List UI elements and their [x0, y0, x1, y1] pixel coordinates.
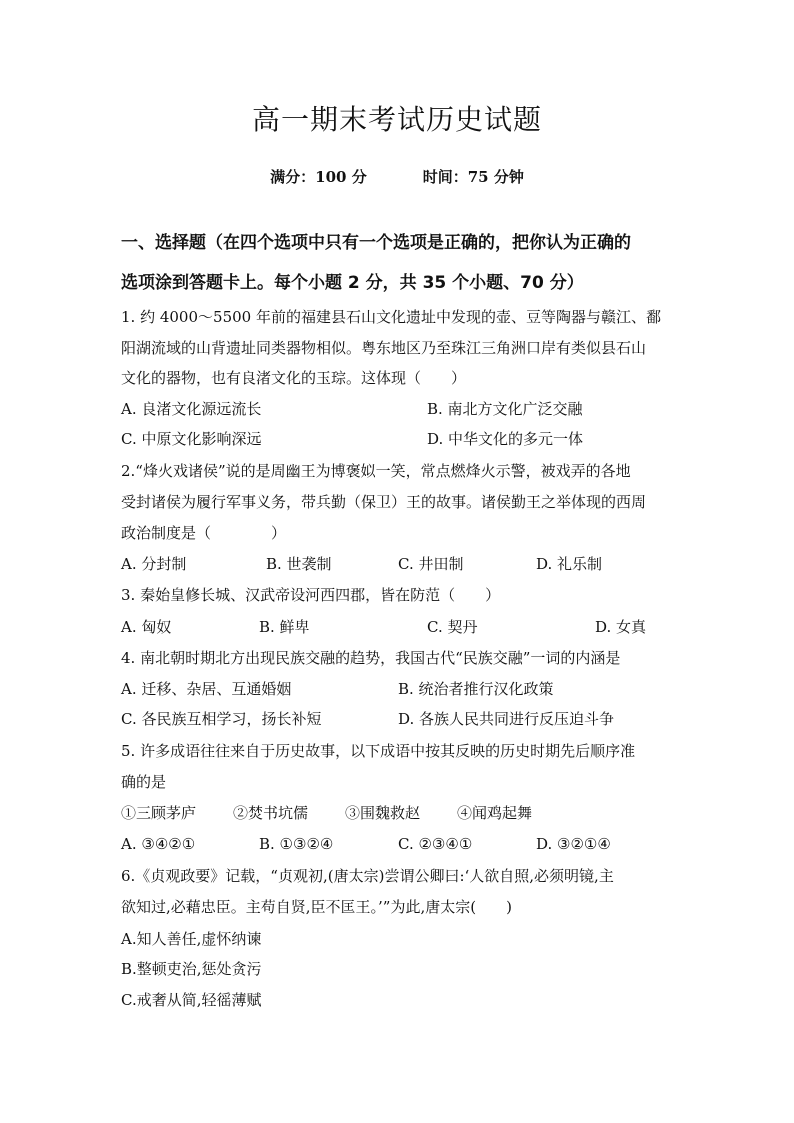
question-3-option-c[interactable]: C. 契丹 — [427, 618, 478, 636]
question-4-option-c[interactable]: C. 各民族互相学习，扬长补短 — [121, 710, 322, 728]
question-1-line: 1. 约 4000～5500 年前的福建县石山文化遗址中发现的壶、豆等陶器与赣江、鄱 — [121, 308, 661, 326]
question-2-option-a[interactable]: A. 分封制 — [121, 555, 187, 573]
question-2-line: 政治制度是（ ） — [121, 524, 287, 542]
question-6-line: 欲知过,必藉忠臣。主苟自贤,臣不匡王。’”为此,唐太宗( ) — [121, 898, 512, 916]
question-5-line: 5. 许多成语往往来自于历史故事，以下成语中按其反映的历史时期先后顺序准 — [121, 742, 636, 760]
question-5-line: 确的是 — [121, 773, 167, 791]
section-heading-line1: 一、选择题（在四个选项中只有一个选项是正确的，把你认为正确的 — [121, 233, 631, 253]
question-2-option-b[interactable]: B. 世袭制 — [266, 555, 332, 573]
question-4-option-b[interactable]: B. 统治者推行汉化政策 — [398, 680, 554, 698]
question-5-option-a[interactable]: A. ③④②① — [121, 835, 196, 853]
question-3-option-b[interactable]: B. 鲜卑 — [259, 618, 310, 636]
question-1-option-d[interactable]: D. 中华文化的多元一体 — [427, 430, 584, 448]
question-1-option-a[interactable]: A. 良渚文化源远流长 — [121, 400, 262, 418]
question-6-option-c[interactable]: C.戒奢从简,轻徭薄赋 — [121, 991, 262, 1009]
question-4-option-d[interactable]: D. 各族人民共同进行反压迫斗争 — [398, 710, 615, 728]
full-score: 满分：100 分 — [270, 168, 367, 186]
question-2-option-c[interactable]: C. 井田制 — [398, 555, 464, 573]
question-3-option-d[interactable]: D. 女真 — [595, 618, 647, 636]
question-3-option-a[interactable]: A. 匈奴 — [121, 618, 172, 636]
question-2-line: 受封诸侯为履行军事义务，带兵勤（保卫）王的故事。诸侯勤王之举体现的西周 — [121, 493, 647, 511]
question-4-line: 4. 南北朝时期北方出现民族交融的趋势，我国古代“民族交融”一词的内涵是 — [121, 649, 621, 667]
question-6-line: 6.《贞观政要》记载，“贞观初,(唐太宗)尝谓公卿曰:‘人欲自照,必须明镜,主 — [121, 867, 614, 885]
exam-meta — [0, 166, 794, 187]
question-1-option-c[interactable]: C. 中原文化影响深远 — [121, 430, 262, 448]
question-5-option-b[interactable]: B. ①③②④ — [259, 835, 334, 853]
question-5-item: ③围魏救赵 — [345, 804, 421, 822]
page-title: 高一期末考试历史试题 — [251, 103, 542, 136]
question-5-item: ①三顾茅庐 — [121, 804, 197, 822]
question-1-line: 阳湖流域的山背遗址同类器物相似。粤东地区乃至珠江三角洲口岸有类似县石山 — [121, 339, 647, 357]
question-1-line: 文化的器物，也有良渚文化的玉琮。这体现（ ） — [121, 369, 467, 387]
question-6-option-a[interactable]: A.知人善任,虚怀纳谏 — [121, 930, 262, 948]
question-5-item: ②焚书坑儒 — [233, 804, 309, 822]
exam-time: 时间：75 分钟 — [422, 168, 524, 186]
question-5-option-c[interactable]: C. ②③④① — [398, 835, 473, 853]
question-2-line: 2.“烽火戏诸侯”说的是周幽王为博褒姒一笑，常点燃烽火示警，被戏弄的各地 — [121, 462, 631, 480]
question-5-item: ④闻鸡起舞 — [457, 804, 533, 822]
question-4-option-a[interactable]: A. 迁移、杂居、互通婚姻 — [121, 680, 292, 698]
section-heading-line2: 选项涂到答题卡上。每个小题 2 分，共 35 个小题、70 分） — [121, 273, 584, 293]
question-1-option-b[interactable]: B. 南北方文化广泛交融 — [427, 400, 583, 418]
question-5-option-d[interactable]: D. ③②①④ — [536, 835, 611, 853]
question-2-option-d[interactable]: D. 礼乐制 — [536, 555, 603, 573]
question-3-line: 3. 秦始皇修长城、汉武帝设河西四郡，皆在防范（ ） — [121, 586, 501, 604]
question-6-option-b[interactable]: B.整顿吏治,惩处贪污 — [121, 960, 262, 978]
